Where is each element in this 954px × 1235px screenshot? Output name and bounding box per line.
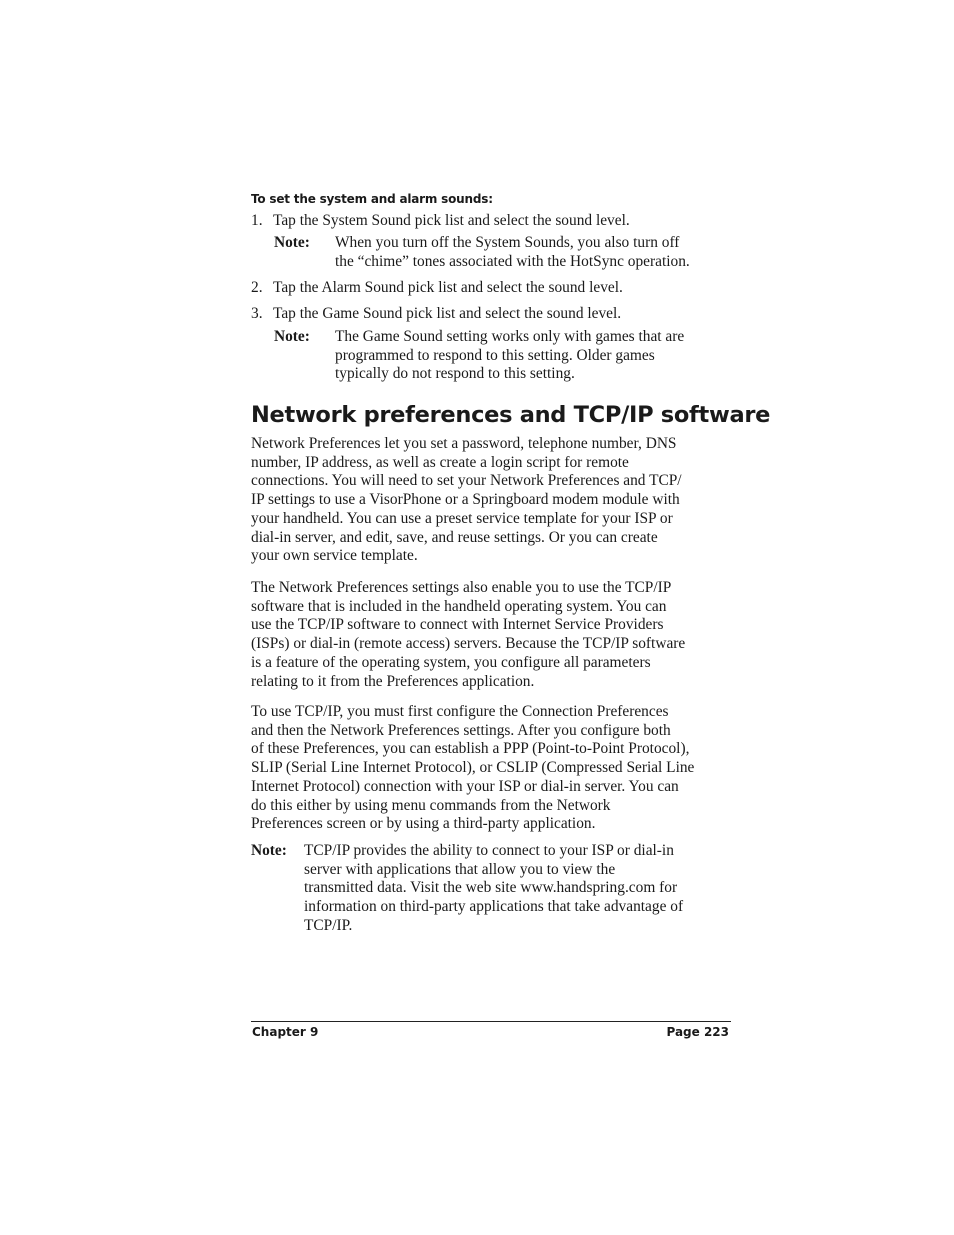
paragraph-line: dial-in server, and edit, save, and reuse settings. Or you can create (251, 528, 658, 546)
step-text: Tap the Game Sound pick list and select the sound level. (273, 305, 622, 322)
footer-chapter: Chapter 9 (252, 1025, 319, 1039)
paragraph-line: relating to it from the Preferences application. (251, 672, 535, 690)
note-text (304, 842, 683, 936)
note-line: server with applications that allow you to view the (304, 860, 616, 878)
paragraph-line: IP settings to use a VisorPhone or a Springboard modem module with (251, 491, 680, 509)
paragraph-line: of these Preferences, you can establish a PPP (Point-to-Point Protocol), (251, 740, 690, 758)
paragraph-configure-tcpip (251, 703, 731, 834)
paragraph-line: and then the Network Preferences settings. After you configure both (251, 721, 671, 739)
note-label: Note: (251, 842, 287, 859)
note-line: the “chime” tones associated with the HotSync operation. (335, 252, 690, 270)
paragraph-line: use the TCP/IP software to connect with Internet Service Providers (251, 616, 664, 634)
paragraph-line: (ISPs) or dial-in (remote access) servers. Because the TCP/IP software (251, 635, 686, 653)
paragraph-network-preferences (251, 435, 731, 566)
note-line: programmed to respond to this setting. Older games (335, 346, 655, 364)
footer-page-number: Page 223 (666, 1025, 729, 1039)
step-number: 1. (251, 212, 263, 229)
section-heading: Network preferences and TCP/IP software (251, 402, 771, 428)
paragraph-line: Network Preferences let you set a password, telephone number, DNS (251, 435, 677, 452)
procedure-heading: To set the system and alarm sounds: (251, 192, 493, 206)
step-text: Tap the System Sound pick list and select the sound level. (273, 212, 630, 229)
paragraph-line: is a feature of the operating system, you configure all parameters (251, 653, 651, 671)
note-line: TCP/IP provides the ability to connect to your ISP or dial-in (304, 842, 674, 859)
footer-rule (251, 1021, 731, 1022)
step-number: 2. (251, 279, 263, 296)
note-line: TCP/IP. (304, 916, 353, 934)
paragraph-line: SLIP (Serial Line Internet Protocol), or CSLIP (Compressed Serial Line (251, 759, 695, 777)
note-line: information on third-party applications that take advantage of (304, 898, 684, 916)
paragraph-line: Preferences screen or by using a third-party application. (251, 815, 596, 833)
paragraph-line: software that is included in the handheld operating system. You can (251, 597, 667, 615)
paragraph-line: number, IP address, as well as create a login script for remote (251, 453, 629, 471)
step-number: 3. (251, 305, 263, 322)
note-label: Note: (274, 328, 310, 345)
paragraph-line: your own service template. (251, 547, 418, 565)
paragraph-line: do this either by using menu commands from the Network (251, 796, 611, 814)
paragraph-line: To use TCP/IP, you must first configure the Connection Preferences (251, 703, 669, 720)
note-label: Note: (274, 234, 310, 251)
note-line: transmitted data. Visit the web site www.handspring.com for (304, 879, 678, 897)
paragraph-line: The Network Preferences settings also enable you to use the TCP/IP (251, 579, 672, 596)
step-text: Tap the Alarm Sound pick list and select the sound level. (273, 279, 623, 296)
paragraph-line: connections. You will need to set your Network Preferences and TCP/ (251, 472, 682, 490)
note-text (335, 234, 690, 271)
note-line: The Game Sound setting works only with games that are (335, 328, 685, 345)
note-text (335, 328, 684, 384)
note-line: When you turn off the System Sounds, you also turn off (335, 234, 680, 251)
paragraph-line: your handheld. You can use a preset service template for your ISP or (251, 509, 673, 527)
paragraph-tcpip-software (251, 579, 731, 691)
paragraph-line: Internet Protocol) connection with your ISP or dial-in server. You can (251, 777, 679, 795)
note-line: typically do not respond to this setting. (335, 365, 575, 383)
